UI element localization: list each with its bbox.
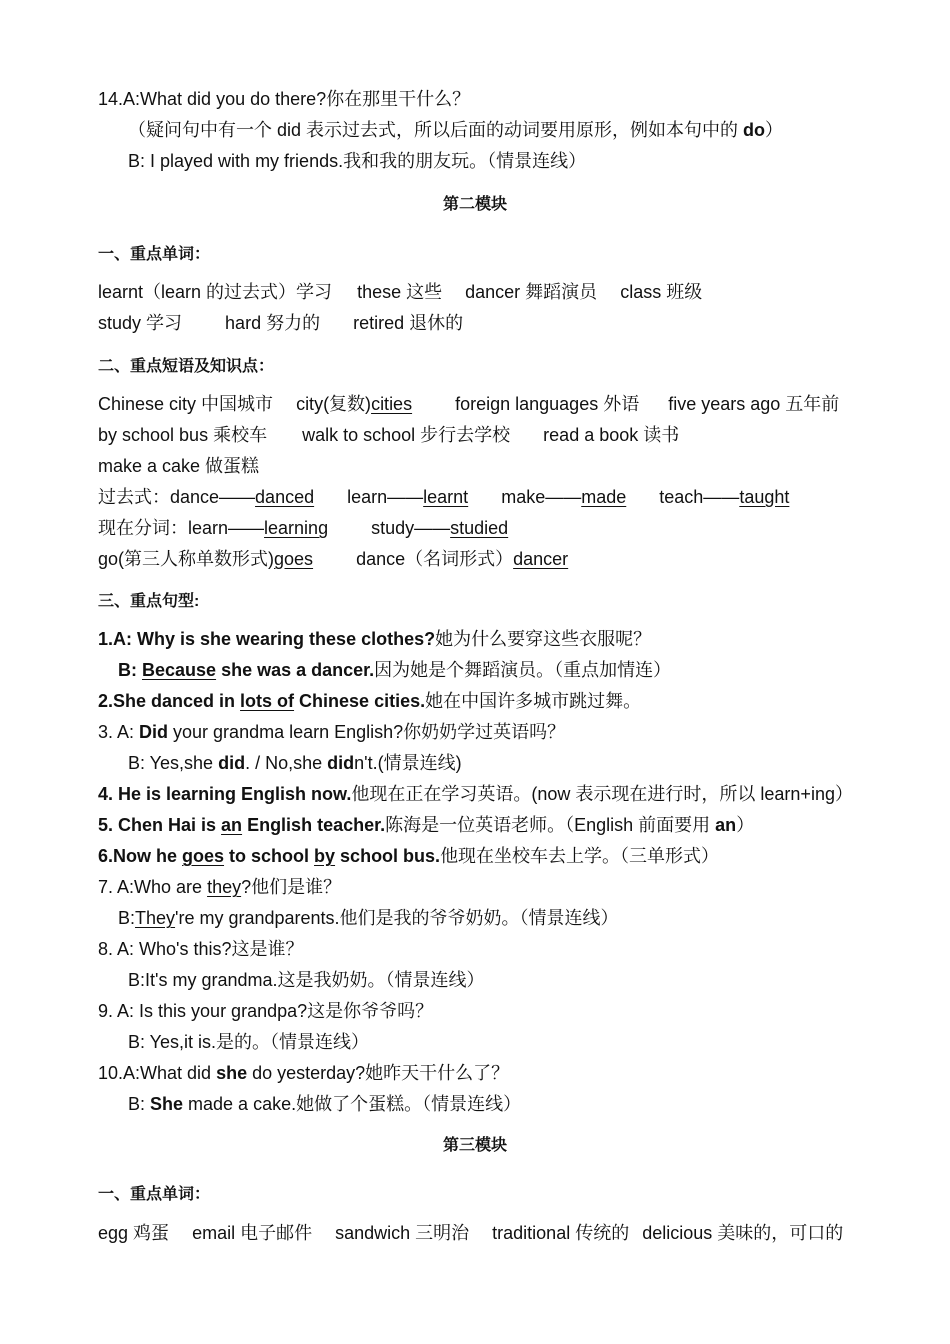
sentence-en: 3. A: — [98, 722, 140, 742]
module-2-words-heading: 一、重点单词： — [98, 246, 211, 263]
verb: learn—— — [347, 487, 424, 507]
phrase-row-2 — [98, 424, 679, 446]
underlined-answer: by — [314, 846, 336, 866]
note-14-bold: do — [743, 120, 766, 140]
underlined-answer: danced — [255, 487, 315, 507]
sentence-en: do yesterday?她昨天干什么了？ — [247, 1063, 510, 1083]
underlined-answer: They — [135, 908, 176, 928]
sentence-8a: 8. A: Who's this?这是谁？ — [98, 939, 304, 959]
phrase-row-1 — [98, 393, 839, 415]
verb: study—— — [371, 518, 451, 538]
sentence-cn: 他现在坐校车去上学。（三单形式） — [440, 846, 720, 866]
sentence-en: 2.She danced in — [98, 691, 241, 711]
word-item: dancer 舞蹈演员 — [465, 282, 598, 302]
sentence-en: your grandma learn English?你奶奶学过英语吗？ — [168, 722, 566, 742]
underlined-answer: an — [221, 815, 243, 835]
present-participle-row — [98, 517, 508, 539]
bold-word: did — [218, 753, 246, 773]
forms-row — [98, 548, 568, 570]
sentence-en: B: — [118, 660, 142, 680]
sentence-1b — [118, 659, 671, 681]
verb: make—— — [501, 487, 582, 507]
module-3-words-heading: 一、重点单词： — [98, 1186, 211, 1203]
underlined-answer: made — [581, 487, 627, 507]
underlined-answer: lots of — [240, 691, 295, 711]
sentence-9b: B: Yes,it is.是的。（情景连线） — [128, 1032, 370, 1052]
word-item: retired 退休的 — [353, 313, 464, 333]
sentence-en: 10.A:What did — [98, 1063, 217, 1083]
sentence-cn: 陈海是一位英语老师。（English 前面要用 — [385, 815, 716, 835]
sentence-en: 6.Now he — [98, 846, 183, 866]
verb: go(第三人称单数形式) — [98, 549, 275, 569]
past-tense-label: 过去式： — [98, 487, 170, 507]
phrase-item: by school bus 乘校车 — [98, 425, 268, 445]
sentence-en: 5. Chen Hai is — [98, 815, 222, 835]
underlined-answer: learning — [264, 518, 329, 538]
word-row-m3 — [98, 1222, 843, 1244]
sentence-en: Chinese cities. — [294, 691, 426, 711]
sentence-en: B: Yes,she — [128, 753, 219, 773]
sentence-en: B: — [118, 908, 136, 928]
word-item: study 学习 — [98, 313, 183, 333]
sentence-10a — [98, 1062, 509, 1084]
underlined-answer: studied — [450, 518, 509, 538]
sentence-2 — [98, 690, 641, 712]
phrase-item: city(复数) — [296, 394, 372, 414]
verb: dance（名词形式） — [356, 549, 514, 569]
sentence-14b: B: I played with my friends.我和我的朋友玩。（情景连线） — [128, 151, 587, 171]
present-participle-label: 现在分词： — [98, 518, 188, 538]
sentence-en: n't.(情景连线) — [354, 753, 462, 773]
sentence-14a: 14.A:What did you do there?你在那里干什么？ — [98, 89, 471, 109]
sentence-en: made a cake.她做了个蛋糕。（情景连线） — [183, 1094, 522, 1114]
bold-word: did — [327, 753, 355, 773]
underlined-answer: taught — [739, 487, 790, 507]
word-item: sandwich 三明治 — [335, 1223, 470, 1243]
underlined-answer: learnt — [423, 487, 469, 507]
note-14 — [128, 119, 783, 141]
underlined-answer: they — [207, 877, 242, 897]
word-item: class 班级 — [620, 282, 703, 302]
module-3-title: 第三模块 — [442, 1137, 507, 1154]
word-item: email 电子邮件 — [192, 1223, 313, 1243]
phrase-row-3: make a cake 做蛋糕 — [98, 456, 260, 476]
underlined-answer: dancer — [513, 549, 569, 569]
underlined-answer: cities — [371, 394, 413, 414]
verb: learn—— — [188, 518, 265, 538]
sentence-en: she was a dancer. — [216, 660, 375, 680]
sentence-en: . / No,she — [245, 753, 328, 773]
module-2-title: 第二模块 — [442, 196, 507, 213]
word-item: egg 鸡蛋 — [98, 1223, 170, 1243]
sentence-9a: 9. A: Is this your grandpa?这是你爷爷吗？ — [98, 1001, 434, 1021]
word-item: traditional 传统的 — [492, 1223, 630, 1243]
phrase-item: walk to school 步行去学校 — [302, 425, 511, 445]
sentence-en: 7. A:Who are — [98, 877, 208, 897]
word-row-2 — [98, 312, 463, 334]
bold-word: She — [150, 1094, 184, 1114]
bold-word: Did — [139, 722, 169, 742]
sentence-1a — [98, 628, 651, 650]
sentence-cn: 她在中国许多城市跳过舞。 — [425, 691, 642, 711]
phrase-item: Chinese city 中国城市 — [98, 394, 274, 414]
sentence-en: B: — [128, 1094, 151, 1114]
sentence-en: school bus. — [335, 846, 441, 866]
module-2-sentences-heading: 三、重点句型: — [98, 593, 200, 610]
underlined-answer: goes — [274, 549, 314, 569]
sentence-cn: 因为她是个舞蹈演员。（重点加情连） — [374, 660, 672, 680]
sentence-3b — [128, 752, 462, 774]
sentence-3a — [98, 721, 565, 743]
sentence-7b — [118, 907, 619, 929]
underlined-answer: goes — [182, 846, 225, 866]
past-tense-row — [98, 486, 789, 508]
word-item: learnt（learn 的过去式）学习 — [98, 282, 333, 302]
sentence-en: 're my grandparents.他们是我的爷爷奶奶。（情景连线） — [175, 908, 619, 928]
sentence-7a — [98, 876, 341, 898]
sentence-5 — [98, 814, 754, 836]
sentence-cn: 她为什么要穿这些衣服呢？ — [435, 629, 652, 649]
sentence-en: to school — [224, 846, 315, 866]
phrase-item: foreign languages 外语 — [455, 394, 640, 414]
note-14-text: （疑问句中有一个 did 表示过去式，所以后面的动词要用原形，例如本句中的 — [128, 120, 744, 140]
underlined-answer: Because — [142, 660, 217, 680]
note-14-end: ） — [765, 120, 784, 140]
phrase-item: read a book 读书 — [543, 425, 680, 445]
sentence-en: ?他们是谁？ — [241, 877, 342, 897]
sentence-6 — [98, 845, 719, 867]
bold-word: an — [715, 815, 737, 835]
word-item: hard 努力的 — [225, 313, 321, 333]
module-2-phrases-heading: 二、重点短语及知识点： — [98, 358, 275, 375]
word-item: these 这些 — [357, 282, 443, 302]
sentence-10b — [128, 1093, 521, 1115]
bold-word: she — [216, 1063, 248, 1083]
phrase-item: five years ago 五年前 — [668, 394, 840, 414]
verb: teach—— — [659, 487, 740, 507]
sentence-4 — [98, 783, 853, 805]
sentence-en: English teacher. — [242, 815, 386, 835]
sentence-cn: 他现在正在学习英语。(now 表示现在进行时，所以 learn+ing） — [351, 784, 853, 804]
word-row-1 — [98, 281, 702, 303]
sentence-en: 1.A: Why is she wearing these clothes? — [98, 629, 436, 649]
word-item: delicious 美味的，可口的 — [642, 1223, 844, 1243]
sentence-en: 4. He is learning English now. — [98, 784, 352, 804]
sentence-8b: B:It's my grandma.这是我奶奶。（情景连线） — [128, 970, 485, 990]
sentence-cn: ） — [736, 815, 755, 835]
verb: dance—— — [170, 487, 256, 507]
